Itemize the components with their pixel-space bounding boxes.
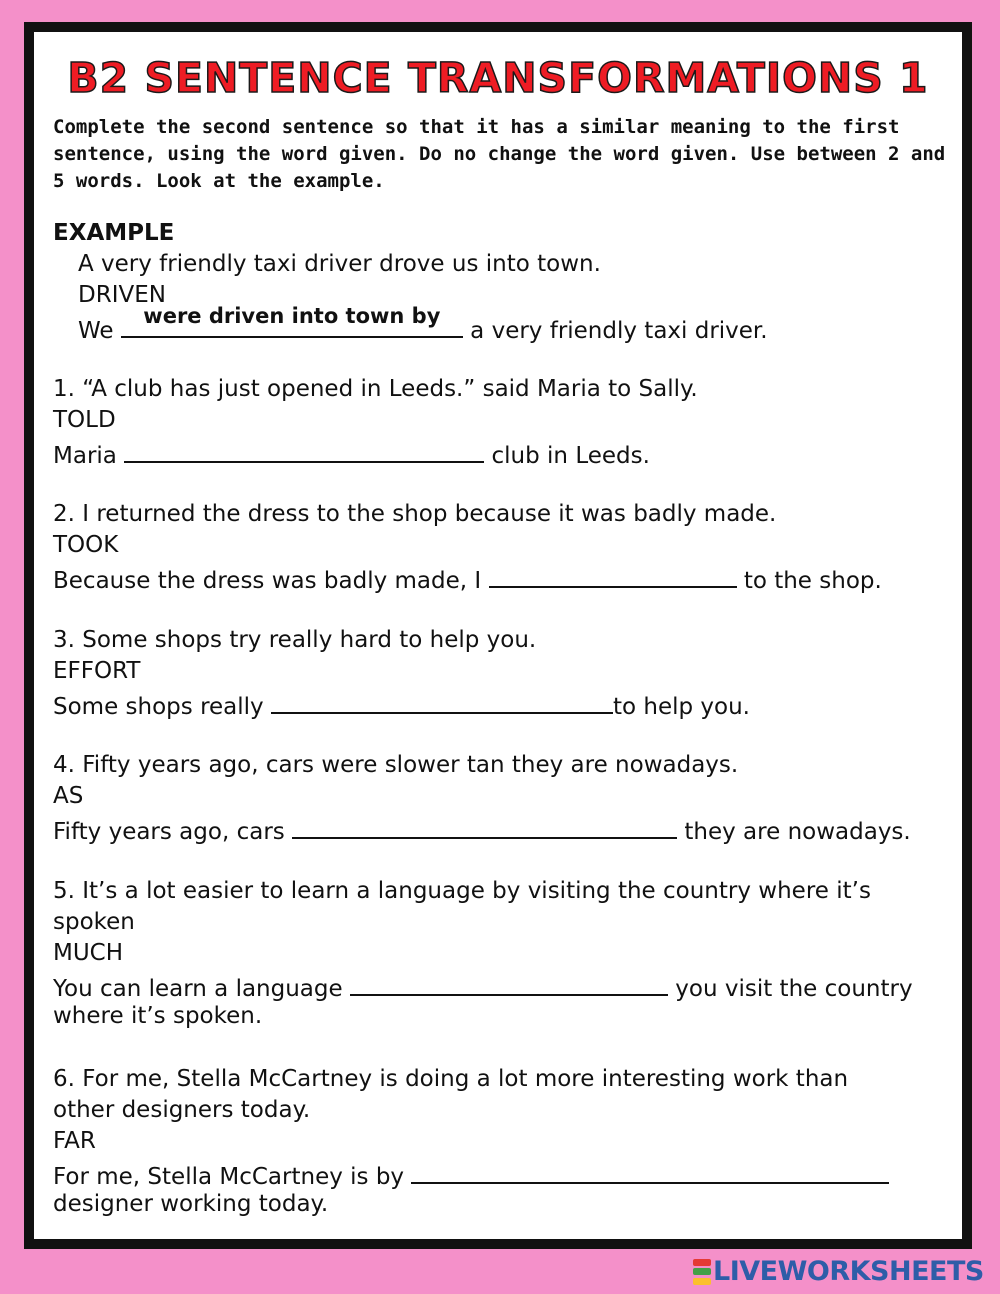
question-4-answer-line (53, 813, 911, 848)
brand-name: LIVEWORKSHEETS (713, 1256, 984, 1287)
question-1-answer-input[interactable] (124, 437, 484, 463)
question-2-answer-input[interactable] (489, 562, 737, 588)
liveworksheets-logo-icon (693, 1259, 711, 1285)
question-5-after: you visit the country (675, 976, 913, 1002)
question-4-answer-input[interactable] (292, 813, 677, 839)
question-4-after: they are nowadays. (684, 819, 911, 845)
instructions: Complete the second sentence so that it has a similar meaning to the first sentence, using the word given. Do no change the word given. Use between 2 and 5 words. Look at the example. (53, 116, 946, 192)
question-2-after: to the shop. (743, 568, 882, 594)
question-5-answer-line (53, 970, 913, 1005)
question-3-answer-input[interactable] (271, 688, 613, 714)
example-heading: EXAMPLE (53, 220, 175, 246)
question-6-answer-input[interactable] (411, 1158, 889, 1184)
question-5-answer-input[interactable] (350, 970, 668, 996)
question-1-before: Maria (53, 443, 117, 469)
question-6-before: For me, Stella McCartney is by (53, 1164, 405, 1190)
example-keyword: DRIVEN (78, 282, 166, 308)
example-sentence: A very friendly taxi driver drove us into town. (78, 251, 601, 277)
question-3-sentence: 3. Some shops try really hard to help you. (53, 627, 537, 653)
worksheet-frame (24, 22, 972, 1249)
question-4-sentence: 4. Fifty years ago, cars were slower tan they are nowadays. (53, 752, 739, 778)
question-4-before: Fifty years ago, cars (53, 819, 285, 845)
example-answer-blank (121, 304, 463, 338)
example-before: We (78, 318, 114, 344)
question-6-after-cont: designer working today. (53, 1191, 329, 1217)
question-6-sentence: 6. For me, Stella McCartney is doing a lot more interesting work than (53, 1066, 849, 1092)
question-3-after: to help you. (612, 694, 750, 720)
question-5-sentence: 5. It’s a lot easier to learn a language by visiting the country where it’s (53, 878, 871, 904)
question-1-answer-line (53, 437, 650, 472)
question-6-keyword: FAR (53, 1128, 96, 1154)
question-3-keyword: EFFORT (53, 658, 141, 684)
question-2-sentence: 2. I returned the dress to the shop because it was badly made. (53, 501, 777, 527)
question-6-sentence-cont: other designers today. (53, 1097, 311, 1123)
example-answer-line (78, 304, 768, 347)
question-5-keyword: MUCH (53, 940, 124, 966)
question-4-keyword: AS (53, 783, 84, 809)
question-1-sentence: 1. “A club has just opened in Leeds.” said Maria to Sally. (53, 376, 698, 402)
question-5-before: You can learn a language (53, 976, 343, 1002)
question-3-answer-line (53, 688, 750, 723)
question-6-answer-line (53, 1158, 889, 1193)
question-2-before: Because the dress was badly made, I (53, 568, 482, 594)
example-after: a very friendly taxi driver. (470, 318, 768, 344)
page-title: B2 SENTENCE TRANSFORMATIONS 1 (67, 54, 929, 102)
question-2-keyword: TOOK (53, 532, 119, 558)
question-5-after-cont: where it’s spoken. (53, 1003, 263, 1029)
question-2-answer-line (53, 562, 882, 597)
liveworksheets-brand[interactable] (693, 1256, 984, 1287)
question-5-sentence-cont: spoken (53, 909, 135, 935)
worksheet-page (34, 32, 962, 1239)
question-3-before: Some shops really (53, 694, 264, 720)
example-answer: were driven into town by (143, 304, 441, 328)
question-1-keyword: TOLD (53, 407, 116, 433)
question-1-after: club in Leeds. (491, 443, 650, 469)
